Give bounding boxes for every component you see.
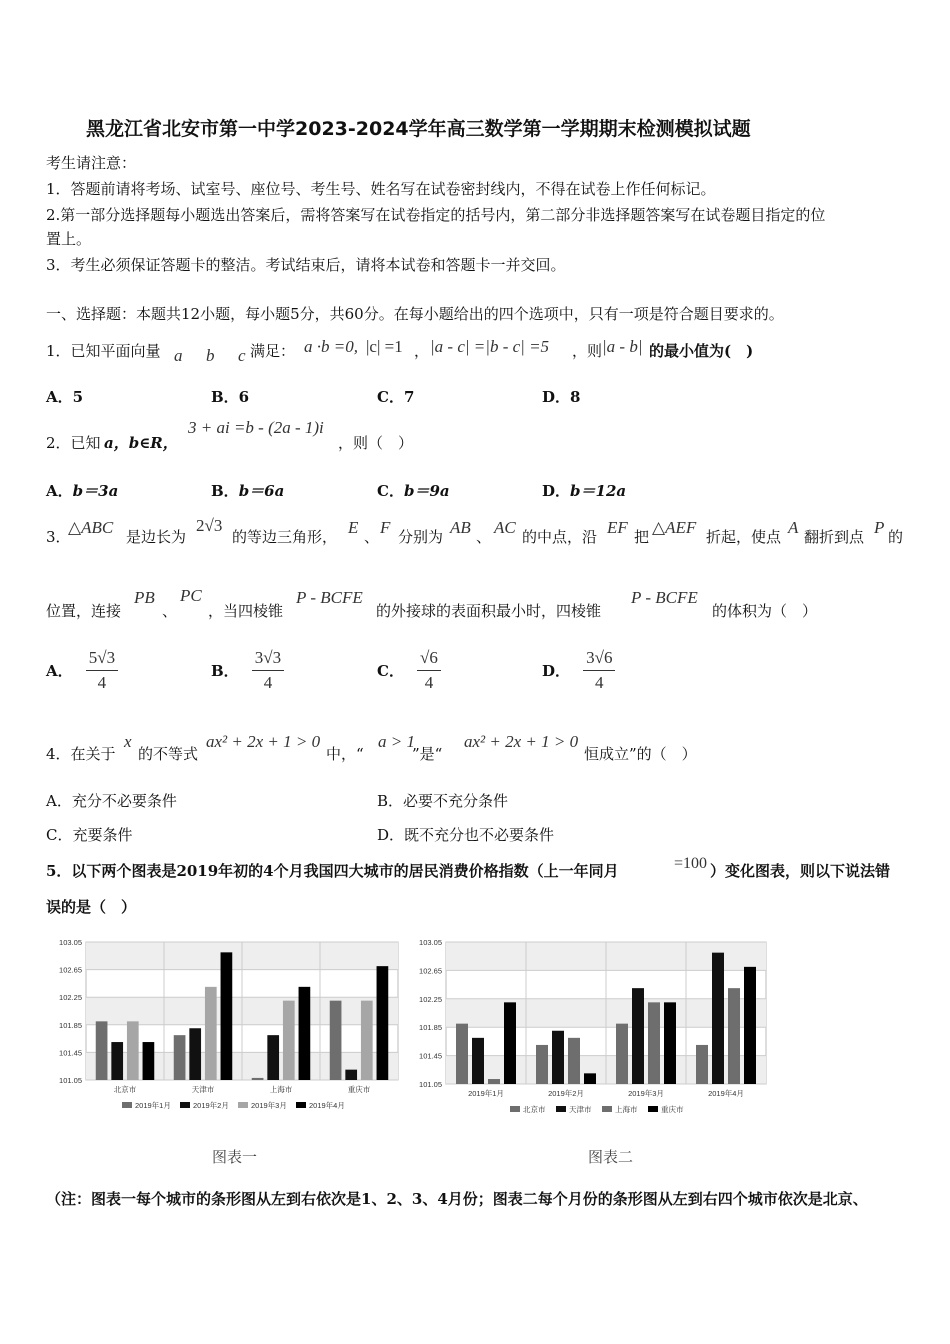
q3-option-c-label: C． [377,662,404,680]
notice-heading: 考生请注意： [46,154,137,172]
q3-text-1: 是边长为 [126,528,187,546]
q4-text-1: 4．在关于 [46,745,116,763]
q3-text-3: 分别为 [398,528,444,546]
q2-text-2: ，则（ ） [338,434,414,452]
chart-1-bar [299,987,311,1080]
chart-1-x-tick: 上海市 [269,1085,293,1094]
chart-2-legend-label: 上海市 [615,1105,638,1114]
q3-segment-pc: PC [180,586,202,605]
chart-2-bar [616,1024,628,1084]
q1-option-c[interactable]: C．7 [377,388,415,406]
q1-text-2: 满足： [250,342,296,360]
chart-1-x-tick: 北京市 [113,1085,137,1094]
q1-option-b[interactable]: B．6 [211,388,250,406]
q2-option-a-text: b＝3a [72,482,119,500]
chart-2-y-tick: 101.05 [419,1080,442,1089]
chart-1-bar [330,1001,342,1080]
chart-1-legend-swatch [296,1102,306,1108]
q1-comma: ， [414,342,430,360]
chart-2-bar [568,1038,580,1084]
q3-option-b[interactable] [211,648,284,693]
q4-option-d[interactable]: D．既不充分也不必要条件 [377,826,555,844]
chart-2 [412,930,772,1120]
chart-1-bar [377,966,389,1080]
q3-point-a: A [788,518,799,537]
q4-condition: a > 1 [378,732,415,751]
q4-inequality-2: ax² + 2x + 1 > 0 [464,732,579,751]
q3-point-e: E [348,518,359,537]
chart-2-legend-label: 北京市 [523,1105,546,1114]
chart-1-x-tick: 重庆市 [347,1085,371,1094]
q4-option-a[interactable]: A．充分不必要条件 [46,792,177,810]
q1-option-a[interactable]: A．5 [46,388,84,406]
q1-condition-2: |c| =1 [366,337,403,356]
q2-option-d[interactable] [542,480,626,501]
q2-equation: 3 + ai =b - (2a - 1)i [188,418,324,437]
q2-option-a[interactable] [46,480,118,501]
chart-1-legend-swatch [122,1102,132,1108]
q3-triangle-aef: △AEF [652,518,697,537]
chart-2-x-tick: 2019年2月 [548,1089,584,1098]
chart-2-y-tick: 103.05 [419,938,442,947]
chart-2-x-tick: 2019年3月 [628,1089,664,1098]
chart-1-bar [111,1042,123,1080]
q1-option-d[interactable]: D．8 [542,388,581,406]
chart-1-y-tick: 103.05 [59,938,82,947]
chart-2-bar [456,1024,468,1084]
chart-2-bar [536,1045,548,1084]
notice-item-1: 1．答题前请将考场、试室号、座位号、考生号、姓名写在试卷密封线内，不得在试卷上作任何标记。 [46,180,716,198]
notice-item-3: 3．考生必须保证答题卡的整洁。考试结束后，请将本试卷和答题卡一并交回。 [46,256,566,274]
chart-1-bar [189,1028,201,1080]
chart-1-bar [361,1001,373,1080]
q1-text-1: 1．已知平面向量 [46,342,161,360]
chart-2-legend-swatch [556,1106,566,1112]
q2-option-b-label: B． [211,482,239,500]
question-4 [46,732,746,762]
chart-2-legend-swatch [510,1106,520,1112]
q3-option-b-label: B． [211,662,239,680]
chart-2-bar [664,1002,676,1084]
q3-text-6: 折起，使点 [706,528,782,546]
chart-2-bar [472,1038,484,1084]
q2-option-b[interactable] [211,480,284,501]
chart-1-y-tick: 101.45 [59,1048,82,1058]
q4-text-5: 恒成立”的（ ） [584,745,697,763]
chart-2-y-tick: 102.25 [419,994,442,1004]
q4-text-3: 中，“ [326,745,364,763]
q3-point-p: P [874,518,885,537]
q3-point-f: F [380,518,391,537]
q5-note: （注：图表一每个城市的条形图从左到右依次是1、2、3、4月份；图表二每个月份的条形图从左到右四个城市依次是北京、 [46,1190,868,1208]
chart-1-legend-label: 2019年4月 [309,1101,345,1110]
question-3-line-2 [46,588,906,618]
q4-text-2: 的不等式 [138,745,199,763]
notice-item-2: 2.第一部分选择题每小题选出答案后，需将答案写在试卷指定的括号内，第二部分非选择题答案写在试卷题目指定的位 [46,206,826,224]
q3-segment-ac: AC [494,518,516,537]
q1-vector-c: c [238,346,246,365]
chart-2-bar [648,1002,660,1084]
chart-2-bar [504,1002,516,1084]
page-title: 黑龙江省北安市第一中学2023-2024学年高三数学第一学期期末检测模拟试题 [86,118,751,140]
q4-option-b[interactable]: B．必要不充分条件 [377,792,509,810]
q3-sep-1: 、 [364,528,380,546]
q3-option-d-denominator: 4 [595,673,604,692]
chart-1-y-tick: 102.25 [59,993,82,1003]
chart-2-y-tick: 101.45 [419,1051,442,1061]
q5-eq100: =100 [674,855,708,872]
chart-1-y-tick: 102.65 [59,965,82,975]
chart-1-caption: 图表一 [212,1148,258,1166]
chart-1-y-tick: 101.85 [59,1020,82,1030]
q3-option-d-fraction [583,648,615,693]
chart-2-y-tick: 102.65 [419,966,442,976]
q3-option-d-numerator: 3√6 [583,648,615,671]
q2-option-c[interactable] [377,480,450,501]
q3-option-a-label: A． [46,662,73,680]
chart-2-bar [632,988,644,1084]
q4-inequality-1: ax² + 2x + 1 > 0 [206,732,321,751]
q3-side-length: 2√3 [196,516,223,535]
chart-1-legend-label: 2019年2月 [193,1101,229,1110]
chart-1-y-tick: 101.05 [59,1076,82,1085]
chart-1-legend-label: 2019年1月 [135,1101,171,1110]
q5-text-line-2: 误的是（ ） [46,898,137,916]
chart-1-bar [143,1042,155,1080]
q3-option-a-denominator: 4 [97,673,107,692]
q3-l2-text-2: ，当四棱锥 [208,602,284,620]
q3-option-b-numerator: 3√3 [252,648,284,671]
q3-option-d[interactable] [542,648,615,693]
notice-item-2-cont: 置上。 [46,230,92,248]
chart-2-caption: 图表二 [588,1148,634,1166]
question-5 [46,852,916,882]
chart-2-bar [584,1073,596,1084]
chart-2-bar [744,967,756,1084]
chart-1-bar [205,987,217,1080]
q3-option-d-label: D． [542,662,571,680]
q3-pyramid-2: P - BCFE [631,588,698,607]
q3-text-7: 翻折到点 [804,528,865,546]
section-heading: 一、选择题：本题共12小题，每小题5分，共60分。在每小题给出的四个选项中，只有一项是符合题目要求的。 [46,305,784,323]
chart-1-bar [174,1035,186,1080]
chart-2-bar [488,1079,500,1084]
q2-option-a-label: A． [46,482,73,500]
q2-option-d-text: b＝12a [570,482,627,500]
q1-condition-1: a ·b =0, [304,337,358,356]
q1-vector-a: a [174,346,183,365]
chart-1-bar [96,1021,108,1080]
q5-text-1: 5．以下两个图表是2019年初的4个月我国四大城市的居民消费价格指数（上一年同月 [46,862,619,880]
chart-1-bar [127,1021,139,1080]
chart-2-y-tick: 101.85 [419,1023,442,1033]
q3-text-2: 的等边三角形， [232,528,338,546]
q3-sep-2: 、 [476,528,492,546]
q2-option-d-label: D． [542,482,571,500]
q3-pyramid-1: P - BCFE [296,588,363,607]
chart-2-bar [552,1031,564,1084]
q3-text-8: 的 [888,528,904,546]
chart-1-bar [252,1078,264,1080]
q3-text-5: 把 [634,528,650,546]
chart-2-legend-label: 重庆市 [661,1105,684,1114]
q3-option-c[interactable] [377,648,441,693]
q3-l2-text-3: 的外接球的表面积最小时，四棱锥 [376,602,602,620]
chart-1-legend-swatch [238,1102,248,1108]
question-2 [46,418,446,452]
q1-condition-4: |a - b| [602,337,643,356]
q3-option-b-fraction [252,648,284,693]
q2-option-c-label: C． [377,482,404,500]
chart-1-bar [267,1035,279,1080]
chart-1-bar [283,1001,295,1080]
q3-text-4: 的中点，沿 [522,528,598,546]
q3-option-b-denominator: 4 [263,673,273,692]
chart-2-bar [728,988,740,1084]
q4-option-c[interactable]: C．充要条件 [46,826,133,844]
q4-text-4: ”是“ [412,745,443,763]
chart-2-legend-label: 天津市 [569,1105,592,1114]
chart-1-bar [345,1070,357,1080]
q3-l2-text-1: 位置，连接 [46,602,122,620]
q2-option-b-text: b＝6a [238,482,285,500]
chart-1-x-tick: 天津市 [191,1085,215,1094]
q1-condition-3: |a - c| =|b - c| =5 [430,337,550,356]
q2-vars: a，b∈R， [104,434,178,452]
q3-number: 3． [46,528,71,546]
q3-option-a[interactable] [46,648,118,693]
chart-2-x-tick: 2019年1月 [468,1089,504,1098]
chart-2-x-tick: 2019年4月 [708,1089,744,1098]
q2-option-c-text: b＝9a [403,482,450,500]
q1-text-4: 的最小值为( ) [649,342,754,360]
chart-2-legend-swatch [648,1106,658,1112]
chart-2-legend-swatch [602,1106,612,1112]
q5-text-2: ）变化图表，则以下说法错 [710,862,891,880]
q3-option-c-denominator: 4 [424,673,434,692]
q3-option-a-fraction [86,648,118,693]
q1-vector-b: b [206,346,215,365]
question-3 [46,516,916,546]
q3-segment-pb: PB [134,588,155,607]
q2-text-1: 2．已知 [46,434,101,452]
q3-triangle-abc: △ABC [68,518,114,537]
q3-option-a-numerator: 5√3 [86,648,118,671]
q3-option-c-numerator: √6 [417,648,441,671]
q3-segment-ef: EF [607,518,628,537]
q3-segment-ab: AB [450,518,471,537]
chart-1 [50,932,406,1116]
q3-option-c-fraction [417,648,441,693]
chart-2-bar [712,953,724,1084]
q4-var-x: x [124,732,132,751]
q1-text-3: ，则 [572,342,603,360]
chart-1-legend-swatch [180,1102,190,1108]
chart-1-legend-label: 2019年3月 [251,1101,287,1110]
chart-1-bar [221,952,233,1080]
q3-l2-text-4: 的体积为（ ） [712,602,818,620]
q3-sep-3: 、 [162,602,178,620]
chart-2-bar [696,1045,708,1084]
